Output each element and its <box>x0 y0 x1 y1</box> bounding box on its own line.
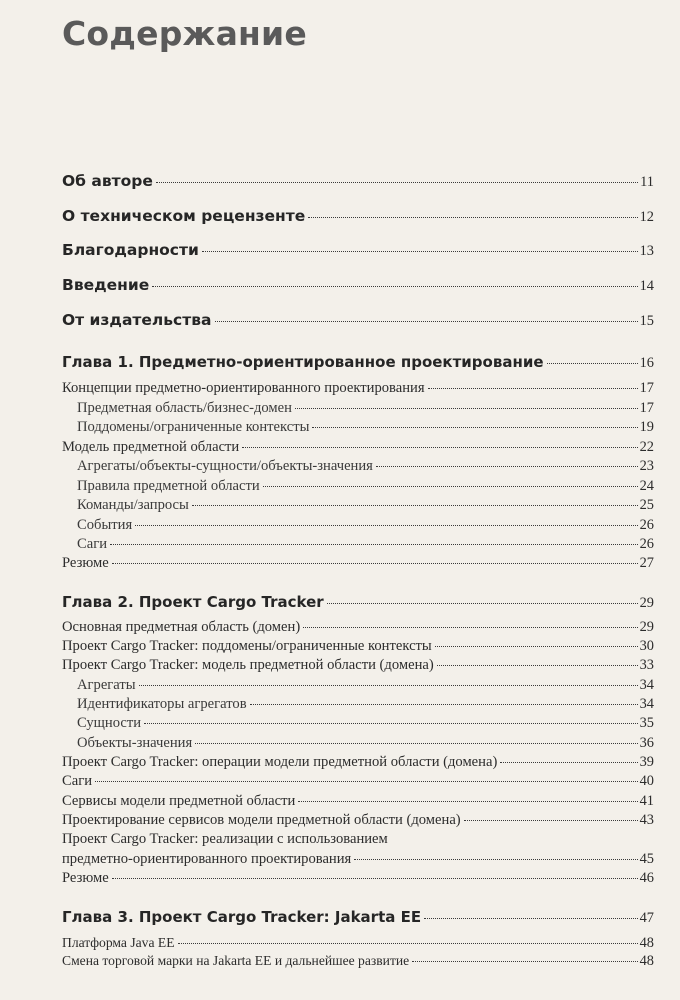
dot-leader <box>464 820 638 821</box>
toc-entry-acknowledgements[interactable] <box>62 241 654 260</box>
toc-entry-label: Команды/запросы <box>77 497 189 513</box>
dot-leader <box>354 859 637 860</box>
toc-entry-label: От издательства <box>62 311 212 329</box>
toc-page-number: 47 <box>639 910 654 926</box>
toc-entry-introduction[interactable] <box>62 276 654 295</box>
dot-leader <box>547 363 638 364</box>
toc-section[interactable] <box>62 773 654 790</box>
toc-entry-label: Проектирование сервисов модели предметной области (домена) <box>62 812 461 828</box>
dot-leader <box>428 388 638 389</box>
toc-page-number: 13 <box>639 243 654 259</box>
page-title: Содержание <box>62 14 307 53</box>
dot-leader <box>312 427 637 428</box>
toc-page-number: 46 <box>639 870 654 886</box>
toc-entry-label: О техническом рецензенте <box>62 207 306 225</box>
dot-leader <box>424 918 638 919</box>
toc-entry-label: Саги <box>62 773 93 789</box>
dot-leader <box>308 217 637 218</box>
toc-section[interactable] <box>62 657 654 674</box>
dot-leader <box>202 251 638 252</box>
dot-leader <box>144 723 638 724</box>
toc-entry-label: Правила предметной области <box>77 478 260 494</box>
toc-page-number: 25 <box>639 497 654 513</box>
toc-entry-label: Проект Cargo Tracker: поддомены/ограниченные контексты <box>62 638 432 654</box>
toc-section[interactable] <box>62 935 654 952</box>
toc-entry-label: Платформа Java EE <box>62 935 175 950</box>
toc-section[interactable] <box>62 812 654 829</box>
toc-subsection[interactable] <box>77 715 654 732</box>
toc-subsection[interactable] <box>77 478 654 495</box>
toc-page-number: 14 <box>639 278 654 294</box>
toc-page-number: 12 <box>639 209 654 225</box>
toc-chapter-label: Глава 2. Проект Cargo Tracker <box>62 593 324 611</box>
toc-page-number: 36 <box>639 735 654 751</box>
toc-section[interactable] <box>62 380 654 397</box>
toc-chapter-label: Глава 1. Предметно-ориентированное проектирование <box>62 353 544 371</box>
toc-entry-label: Резюме <box>62 555 109 571</box>
toc-entry-about-author[interactable] <box>62 172 654 191</box>
toc-page-number: 26 <box>639 536 654 552</box>
toc-section[interactable] <box>62 754 654 771</box>
toc-subsection[interactable] <box>77 677 654 694</box>
toc-entry-label: Идентификаторы агрегатов <box>77 696 247 712</box>
toc-entry-label: Агрегаты/объекты-сущности/объекты-значения <box>77 458 373 474</box>
dot-leader <box>95 781 638 782</box>
toc-entry-label: Сервисы модели предметной области <box>62 793 296 809</box>
dot-leader <box>242 447 637 448</box>
toc-subsection[interactable] <box>77 696 654 713</box>
toc-page-number: 41 <box>639 793 654 809</box>
dot-leader <box>295 408 638 409</box>
toc-page-number: 26 <box>639 517 654 533</box>
toc-page-number: 17 <box>639 400 654 416</box>
toc-chapter-1[interactable] <box>62 353 654 372</box>
toc-entry-label: События <box>77 517 133 533</box>
toc-page-number: 17 <box>639 380 654 396</box>
toc-section[interactable] <box>62 555 654 572</box>
toc-entry-label: Саги <box>77 536 108 552</box>
dot-leader <box>152 286 637 287</box>
toc-entry-label: Поддомены/ограниченные контексты <box>77 419 310 435</box>
dot-leader <box>112 563 638 564</box>
toc-subsection[interactable] <box>77 517 654 534</box>
dot-leader <box>112 878 638 879</box>
toc-entry-label: Проект Cargo Tracker: модель предметной области (домена) <box>62 657 434 673</box>
toc-page-number: 39 <box>639 754 654 770</box>
toc-entry-label: Предметная область/бизнес-домен <box>77 400 292 416</box>
toc-page-number: 34 <box>639 677 654 693</box>
toc-section[interactable] <box>62 439 654 456</box>
dot-leader <box>192 505 638 506</box>
toc-entry-label: Сущности <box>77 715 142 731</box>
toc-subsection[interactable] <box>77 458 654 475</box>
toc-page-number: 11 <box>640 174 654 190</box>
dot-leader <box>412 961 637 962</box>
toc-page-number: 15 <box>639 313 654 329</box>
toc-entry-tech-reviewer[interactable] <box>62 207 654 226</box>
toc-page-number: 43 <box>639 812 654 828</box>
toc-entry-label: предметно-ориентированного проектирования <box>62 851 352 867</box>
toc-subsection[interactable] <box>77 735 654 752</box>
toc-page-number: 40 <box>639 773 654 789</box>
dot-leader <box>263 486 638 487</box>
toc-entry-label: Проект Cargo Tracker: операции модели предметной области (домена) <box>62 754 498 770</box>
toc-chapter-2[interactable] <box>62 593 654 612</box>
toc-page-number: 29 <box>639 619 654 635</box>
toc-page-number: 45 <box>639 851 654 867</box>
toc-entry-label: Концепции предметно-ориентированного проектирования <box>62 380 425 396</box>
dot-leader <box>178 943 638 944</box>
toc-subsection[interactable] <box>77 419 654 436</box>
toc-page-number: 22 <box>639 439 654 455</box>
dot-leader <box>437 665 638 666</box>
toc-section[interactable] <box>62 619 654 636</box>
toc-section[interactable] <box>62 793 654 810</box>
toc-entry-label: Смена торговой марки на Jakarta EE и дальнейшее развитие <box>62 953 410 968</box>
toc-page-number: 34 <box>639 696 654 712</box>
toc-subsection[interactable] <box>77 497 654 514</box>
toc-subsection[interactable] <box>77 400 654 417</box>
toc-page-number: 23 <box>639 458 654 474</box>
dot-leader <box>156 182 638 183</box>
dot-leader <box>435 646 638 647</box>
dot-leader <box>250 704 638 705</box>
toc-entry-from-publisher[interactable] <box>62 311 654 330</box>
toc-section[interactable] <box>62 851 654 868</box>
toc-entry-label: Основная предметная область (домен) <box>62 619 301 635</box>
toc-page-number: 33 <box>639 657 654 673</box>
toc-subsection[interactable] <box>77 536 654 553</box>
dot-leader <box>303 627 637 628</box>
toc-entry-label: Резюме <box>62 870 109 886</box>
toc-page-number: 24 <box>639 478 654 494</box>
toc-section[interactable] <box>62 638 654 655</box>
toc-section[interactable] <box>62 870 654 887</box>
dot-leader <box>195 743 637 744</box>
toc-page-number: 35 <box>639 715 654 731</box>
toc-page-number: 16 <box>639 355 654 371</box>
toc-page-number: 29 <box>639 595 654 611</box>
toc-entry-label: Модель предметной области <box>62 439 240 455</box>
toc-page-number: 30 <box>639 638 654 654</box>
dot-leader <box>376 466 638 467</box>
toc-page-number: 48 <box>639 953 654 969</box>
dot-leader <box>110 544 638 545</box>
dot-leader <box>327 603 638 604</box>
toc-chapter-label: Глава 3. Проект Cargo Tracker: Jakarta EE <box>62 908 422 926</box>
toc-entry-label: Об авторе <box>62 172 153 190</box>
toc-section[interactable] <box>62 953 654 970</box>
toc-entry-label: Агрегаты <box>77 677 136 693</box>
dot-leader <box>298 801 637 802</box>
toc-section-wrapped-first-line[interactable]: Проект Cargo Tracker: реализации с использованием <box>62 831 388 847</box>
toc-page-number: 48 <box>639 935 654 951</box>
toc-entry-label: Введение <box>62 276 150 294</box>
toc-page-number: 19 <box>639 419 654 435</box>
toc-page-number: 27 <box>639 555 654 571</box>
dot-leader <box>135 525 637 526</box>
toc-chapter-3[interactable] <box>62 908 654 927</box>
dot-leader <box>500 762 637 763</box>
dot-leader <box>139 685 638 686</box>
toc-entry-label: Благодарности <box>62 241 199 259</box>
toc-entry-label: Объекты-значения <box>77 735 193 751</box>
dot-leader <box>215 321 638 322</box>
